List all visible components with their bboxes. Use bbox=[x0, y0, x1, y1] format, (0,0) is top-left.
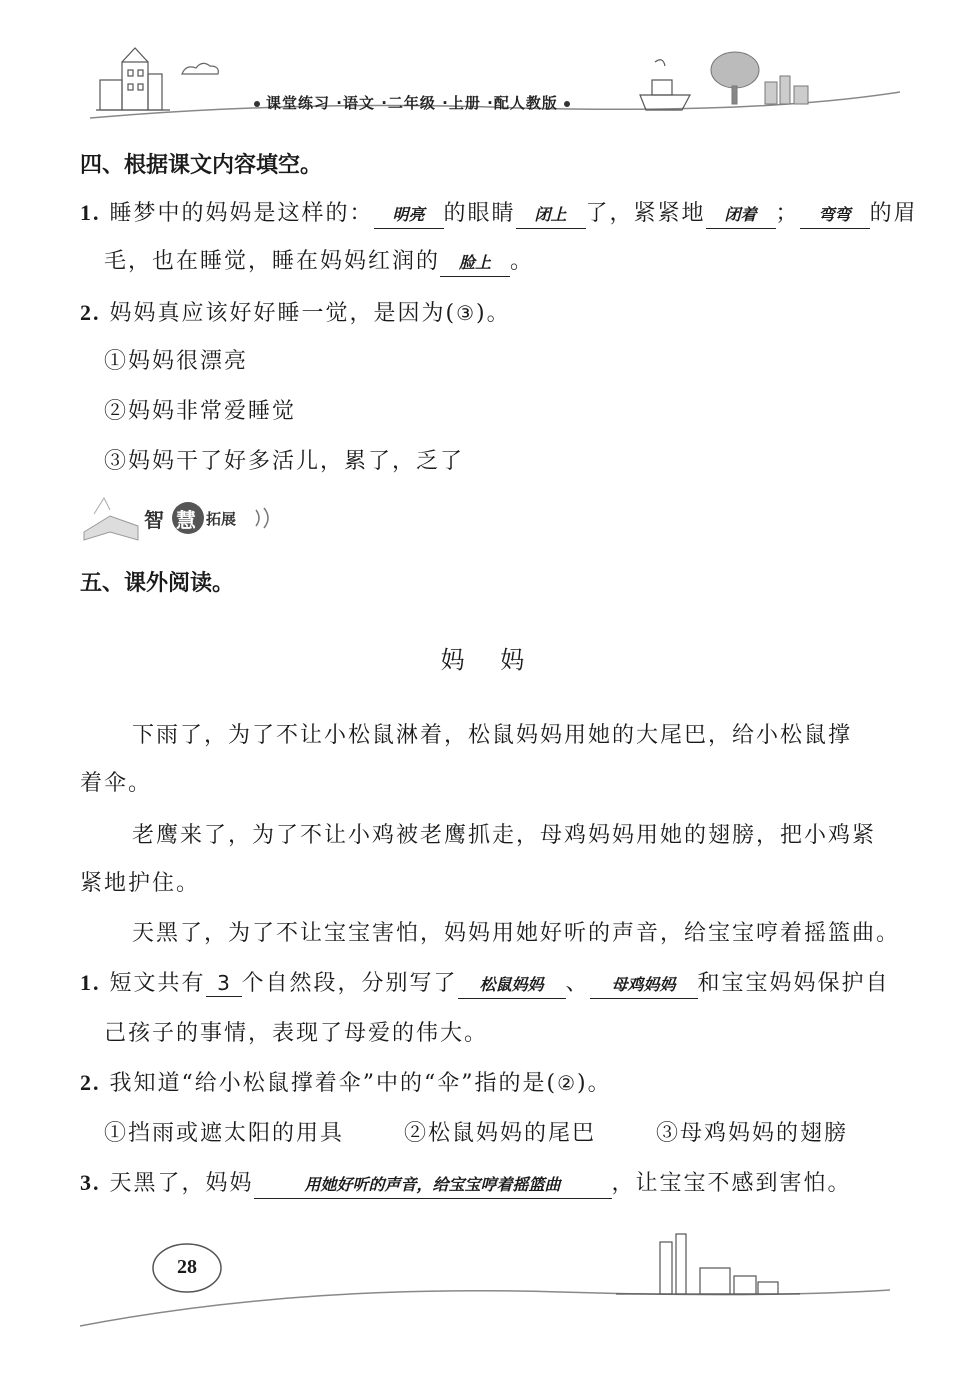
question-text: 。 bbox=[510, 249, 535, 274]
s4-q1-line1 bbox=[80, 196, 918, 229]
question-number: 2. bbox=[80, 300, 101, 325]
question-text: 了，紧紧地 bbox=[585, 201, 706, 226]
story-paragraph: 紧地护住。 bbox=[80, 871, 201, 896]
city-skyline-icon bbox=[616, 1234, 800, 1294]
question-number: 1. bbox=[80, 970, 101, 995]
banner-label: 智 bbox=[144, 508, 164, 532]
s4-q1-line2 bbox=[104, 244, 534, 277]
question-text: 个自然段，分别写了 bbox=[241, 971, 458, 996]
question-text: )。 bbox=[577, 1071, 612, 1096]
question-text: 妈妈真应该好好睡一觉，是因为( bbox=[109, 301, 457, 326]
header-title bbox=[248, 92, 576, 113]
option-item: ①挡雨或遮太阳的用具 bbox=[104, 1121, 345, 1146]
option-item: ②松鼠妈妈的尾巴 bbox=[404, 1121, 597, 1146]
story-paragraph: 老鹰来了，为了不让小鸡被老鹰抓走，母鸡妈妈用她的翅膀，把小鸡紧 bbox=[132, 823, 877, 848]
s5-q1-line1 bbox=[80, 966, 890, 999]
header-part: 课堂练习 bbox=[266, 94, 331, 112]
s5-q2 bbox=[80, 1066, 612, 1097]
answer-blank[interactable]: 闭上 bbox=[516, 202, 586, 229]
option-item: ③妈妈干了好多活儿，累了，乏了 bbox=[104, 449, 465, 474]
answer-blank[interactable]: 用她好听的声音，给宝宝哼着摇篮曲 bbox=[254, 1172, 612, 1199]
answer-choice[interactable]: ② bbox=[557, 1071, 578, 1095]
cloud-icon bbox=[182, 63, 218, 74]
answer-blank[interactable]: 弯弯 bbox=[800, 202, 870, 229]
question-text: 毛，也在睡觉，睡在妈妈红润的 bbox=[104, 249, 441, 274]
footer-decoration bbox=[0, 1220, 979, 1374]
answer-choice[interactable]: ③ bbox=[456, 301, 477, 325]
question-text: 、 bbox=[565, 971, 590, 996]
banner-label: 拓展 bbox=[206, 510, 237, 528]
answer-blank[interactable]: 脸上 bbox=[440, 250, 510, 277]
question-text: 睡梦中的妈妈是这样的： bbox=[109, 201, 374, 226]
s4-q2 bbox=[80, 296, 511, 327]
banner-label: 慧 bbox=[176, 508, 196, 532]
answer-blank[interactable]: 3 bbox=[206, 970, 242, 997]
question-text: 的眼睛 bbox=[443, 201, 516, 226]
question-text: 短文共有 bbox=[109, 971, 206, 996]
header-part: 语文 bbox=[342, 94, 375, 112]
separator: · bbox=[442, 94, 449, 112]
option-item: ②妈妈非常爱睡觉 bbox=[104, 399, 297, 424]
question-number: 3. bbox=[80, 1170, 101, 1195]
story-paragraph: 天黑了，为了不让宝宝害怕，妈妈用她好听的声音，给宝宝哼着摇篮曲。 bbox=[132, 921, 901, 946]
question-text: 我知道“给小松鼠撑着伞”中的“伞”指的是( bbox=[109, 1071, 558, 1096]
story-paragraph: 着伞。 bbox=[80, 771, 153, 796]
option-item: ③母鸡妈妈的翅膀 bbox=[656, 1121, 849, 1146]
question-text: 和宝宝妈妈保护自 bbox=[697, 971, 890, 996]
answer-blank[interactable]: 母鸡妈妈 bbox=[590, 972, 698, 999]
house-illustration-icon bbox=[96, 48, 170, 110]
header-banner bbox=[0, 0, 979, 150]
question-text: )。 bbox=[476, 301, 511, 326]
answer-blank[interactable]: 明亮 bbox=[374, 202, 444, 229]
option-item: ①妈妈很漂亮 bbox=[104, 349, 249, 374]
answer-blank[interactable]: 闭着 bbox=[706, 202, 776, 229]
question-number: 2. bbox=[80, 1070, 101, 1095]
question-text: 天黑了，妈妈 bbox=[109, 1171, 254, 1196]
section-5-title: 五、课外阅读。 bbox=[80, 571, 235, 596]
header-part: 配人教版 bbox=[493, 94, 558, 112]
bullet-dot-icon bbox=[254, 101, 260, 107]
answer-blank[interactable]: 松鼠妈妈 bbox=[458, 972, 566, 999]
separator: · bbox=[487, 94, 494, 112]
story-title: 妈 妈 bbox=[440, 646, 539, 674]
section-4-title: 四、根据课文内容填空。 bbox=[80, 153, 323, 178]
city-skyline-icon bbox=[765, 76, 808, 104]
boat-illustration-icon bbox=[640, 60, 690, 110]
question-text: ； bbox=[775, 201, 800, 226]
header-part: 二年级 bbox=[387, 94, 436, 112]
s5-q3 bbox=[80, 1166, 852, 1199]
question-text: ，让宝宝不感到害怕。 bbox=[611, 1171, 852, 1196]
page-number: 28 bbox=[177, 1256, 197, 1278]
separator: · bbox=[336, 94, 343, 112]
bullet-dot-icon bbox=[564, 101, 570, 107]
question-text: 己孩子的事情，表现了母爱的伟大。 bbox=[104, 1021, 489, 1046]
question-text: 的眉 bbox=[869, 201, 918, 226]
story-paragraph: 下雨了，为了不让小松鼠淋着，松鼠妈妈用她的大尾巴，给小松鼠撑 bbox=[132, 723, 853, 748]
separator: · bbox=[381, 94, 388, 112]
tree-illustration-icon bbox=[711, 52, 759, 104]
wisdom-expansion-banner bbox=[80, 492, 280, 548]
header-part: 上册 bbox=[448, 94, 481, 112]
question-number: 1. bbox=[80, 200, 101, 225]
